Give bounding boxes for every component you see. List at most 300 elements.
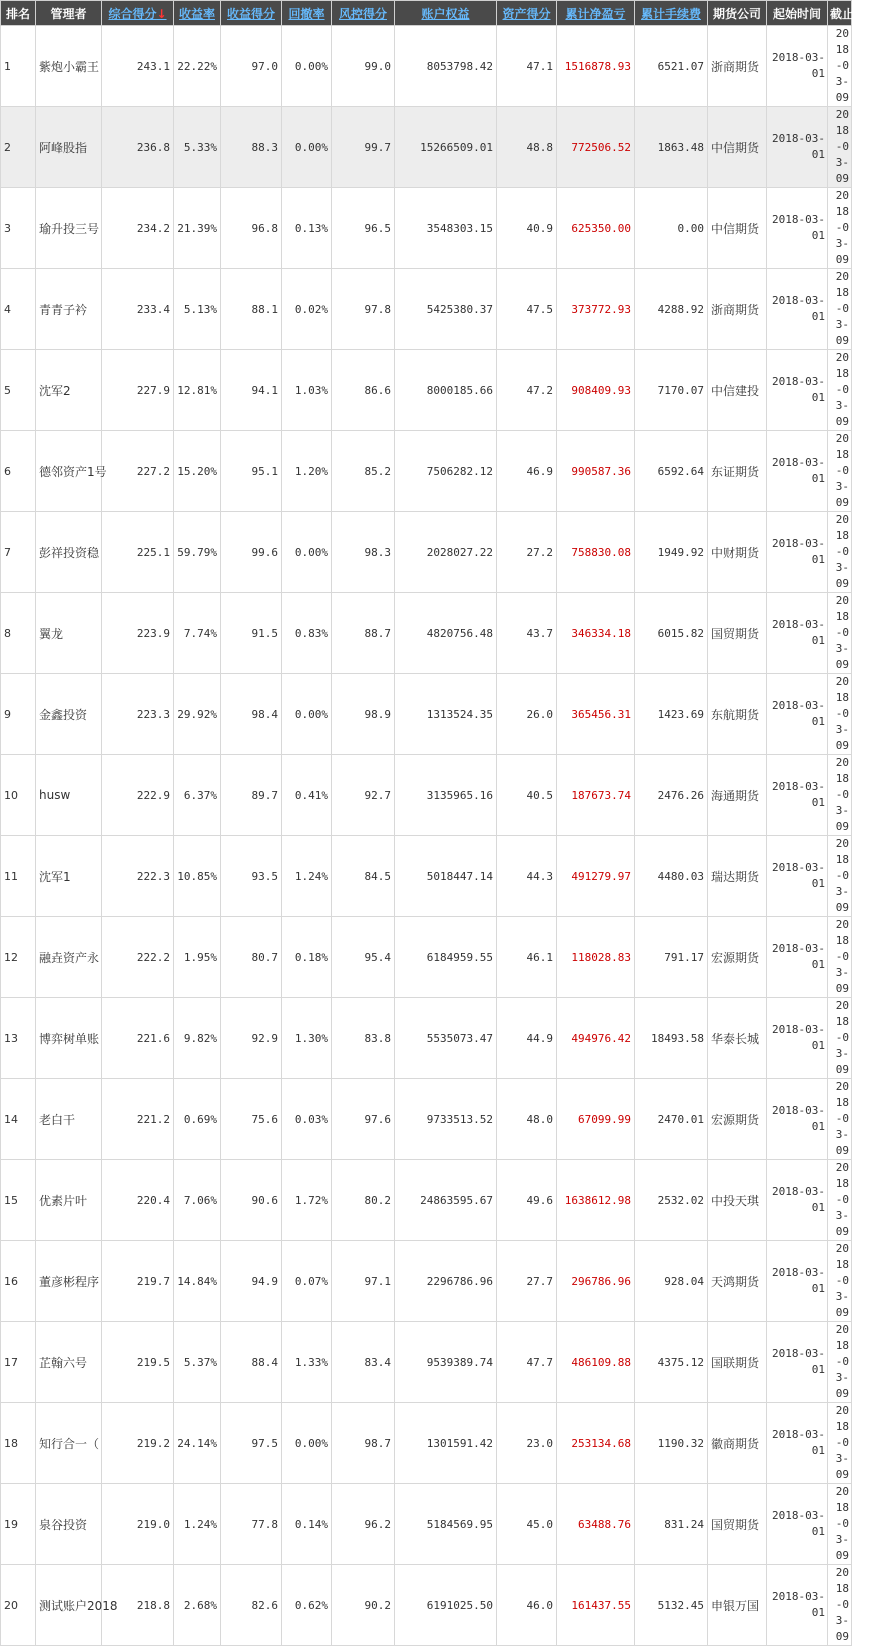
cell-end-time: 2018-03-09 xyxy=(828,188,852,269)
cell-return-score: 77.8 xyxy=(221,1484,282,1565)
manager-link[interactable]: 翼龙 xyxy=(36,593,102,674)
cell-end-time: 2018-03-09 xyxy=(828,1403,852,1484)
cell-fees: 4375.12 xyxy=(635,1322,708,1403)
cell-end-time: 2018-03-09 xyxy=(828,1484,852,1565)
cell-equity: 1301591.42 xyxy=(395,1403,497,1484)
manager-link[interactable]: husw xyxy=(36,755,102,836)
cell-company: 国贸期货 xyxy=(708,593,767,674)
cell-end-time: 2018-03-09 xyxy=(828,836,852,917)
cell-total-score: 219.2 xyxy=(102,1403,174,1484)
cell-return-rate: 22.22% xyxy=(174,26,221,107)
cell-return-rate: 1.24% xyxy=(174,1484,221,1565)
cell-drawdown: 0.00% xyxy=(282,512,332,593)
cell-risk-score: 97.1 xyxy=(332,1241,395,1322)
cell-rank: 15 xyxy=(1,1160,36,1241)
cell-total-score: 225.1 xyxy=(102,512,174,593)
manager-link[interactable]: 金鑫投资 xyxy=(36,674,102,755)
cell-total-score: 221.6 xyxy=(102,998,174,1079)
header-return-score[interactable]: 收益得分 xyxy=(221,1,282,26)
cell-net-profit: 491279.97 xyxy=(557,836,635,917)
cell-start-time: 2018-03-01 xyxy=(767,917,828,998)
cell-equity: 1313524.35 xyxy=(395,674,497,755)
cell-drawdown: 0.03% xyxy=(282,1079,332,1160)
cell-fees: 2532.02 xyxy=(635,1160,708,1241)
table-row[interactable] xyxy=(1,269,852,350)
cell-start-time: 2018-03-01 xyxy=(767,1484,828,1565)
cell-net-profit: 346334.18 xyxy=(557,593,635,674)
cell-risk-score: 92.7 xyxy=(332,755,395,836)
cell-equity: 2028027.22 xyxy=(395,512,497,593)
cell-risk-score: 86.6 xyxy=(332,350,395,431)
cell-risk-score: 96.5 xyxy=(332,188,395,269)
cell-company: 东证期货 xyxy=(708,431,767,512)
cell-start-time: 2018-03-01 xyxy=(767,512,828,593)
table-row[interactable] xyxy=(1,107,852,188)
header-total-score[interactable] xyxy=(102,1,174,26)
cell-return-rate: 5.13% xyxy=(174,269,221,350)
cell-risk-score: 85.2 xyxy=(332,431,395,512)
cell-fees: 1423.69 xyxy=(635,674,708,755)
cell-drawdown: 1.72% xyxy=(282,1160,332,1241)
cell-end-time: 2018-03-09 xyxy=(828,593,852,674)
table-header-row xyxy=(1,1,852,26)
cell-total-score: 223.9 xyxy=(102,593,174,674)
cell-fees: 1949.92 xyxy=(635,512,708,593)
manager-link[interactable]: 知行合一（ xyxy=(36,1403,102,1484)
cell-end-time: 2018-03-09 xyxy=(828,431,852,512)
manager-link[interactable]: 泉谷投资 xyxy=(36,1484,102,1565)
cell-fees: 0.00 xyxy=(635,188,708,269)
cell-return-rate: 59.79% xyxy=(174,512,221,593)
cell-company: 宏源期货 xyxy=(708,1079,767,1160)
cell-company: 浙商期货 xyxy=(708,26,767,107)
cell-rank: 6 xyxy=(1,431,36,512)
cell-return-score: 89.7 xyxy=(221,755,282,836)
cell-return-rate: 24.14% xyxy=(174,1403,221,1484)
cell-total-score: 218.8 xyxy=(102,1565,174,1646)
cell-equity: 2296786.96 xyxy=(395,1241,497,1322)
cell-end-time: 2018-03-09 xyxy=(828,1565,852,1646)
cell-end-time: 2018-03-09 xyxy=(828,1241,852,1322)
cell-equity: 3548303.15 xyxy=(395,188,497,269)
cell-asset-score: 44.3 xyxy=(497,836,557,917)
cell-total-score: 227.2 xyxy=(102,431,174,512)
cell-start-time: 2018-03-01 xyxy=(767,431,828,512)
cell-return-score: 90.6 xyxy=(221,1160,282,1241)
cell-rank: 19 xyxy=(1,1484,36,1565)
cell-end-time: 2018-03-09 xyxy=(828,674,852,755)
cell-net-profit: 625350.00 xyxy=(557,188,635,269)
cell-return-score: 80.7 xyxy=(221,917,282,998)
cell-asset-score: 48.8 xyxy=(497,107,557,188)
cell-end-time: 2018-03-09 xyxy=(828,1160,852,1241)
cell-asset-score: 48.0 xyxy=(497,1079,557,1160)
cell-risk-score: 90.2 xyxy=(332,1565,395,1646)
cell-return-score: 82.6 xyxy=(221,1565,282,1646)
cell-drawdown: 0.00% xyxy=(282,107,332,188)
cell-start-time: 2018-03-01 xyxy=(767,188,828,269)
cell-drawdown: 0.02% xyxy=(282,269,332,350)
cell-drawdown: 1.30% xyxy=(282,998,332,1079)
cell-company: 海通期货 xyxy=(708,755,767,836)
cell-drawdown: 0.00% xyxy=(282,1403,332,1484)
manager-link[interactable]: 阿峰股指 xyxy=(36,107,102,188)
cell-fees: 928.04 xyxy=(635,1241,708,1322)
cell-risk-score: 97.8 xyxy=(332,269,395,350)
cell-start-time: 2018-03-01 xyxy=(767,1565,828,1646)
cell-return-score: 88.1 xyxy=(221,269,282,350)
cell-rank: 10 xyxy=(1,755,36,836)
cell-net-profit: 908409.93 xyxy=(557,350,635,431)
cell-equity: 4820756.48 xyxy=(395,593,497,674)
cell-asset-score: 27.7 xyxy=(497,1241,557,1322)
cell-company: 国贸期货 xyxy=(708,1484,767,1565)
cell-start-time: 2018-03-01 xyxy=(767,1403,828,1484)
cell-start-time: 2018-03-01 xyxy=(767,350,828,431)
cell-return-rate: 14.84% xyxy=(174,1241,221,1322)
cell-risk-score: 98.7 xyxy=(332,1403,395,1484)
cell-rank: 18 xyxy=(1,1403,36,1484)
header-rank: 排名 xyxy=(1,1,36,26)
cell-end-time: 2018-03-09 xyxy=(828,1322,852,1403)
cell-total-score: 222.3 xyxy=(102,836,174,917)
cell-rank: 12 xyxy=(1,917,36,998)
cell-return-score: 95.1 xyxy=(221,431,282,512)
cell-rank: 17 xyxy=(1,1322,36,1403)
cell-net-profit: 758830.08 xyxy=(557,512,635,593)
cell-company: 东航期货 xyxy=(708,674,767,755)
table-row[interactable] xyxy=(1,1160,852,1241)
cell-asset-score: 26.0 xyxy=(497,674,557,755)
cell-drawdown: 0.00% xyxy=(282,26,332,107)
cell-total-score: 236.8 xyxy=(102,107,174,188)
cell-equity: 5018447.14 xyxy=(395,836,497,917)
cell-company: 中信期货 xyxy=(708,107,767,188)
cell-drawdown: 0.83% xyxy=(282,593,332,674)
table-row[interactable] xyxy=(1,188,852,269)
cell-drawdown: 0.14% xyxy=(282,1484,332,1565)
manager-link[interactable]: 博弈树单账 xyxy=(36,998,102,1079)
cell-asset-score: 47.2 xyxy=(497,350,557,431)
cell-asset-score: 43.7 xyxy=(497,593,557,674)
header-asset-score[interactable]: 资产得分 xyxy=(497,1,557,26)
cell-equity: 9733513.52 xyxy=(395,1079,497,1160)
table-row[interactable] xyxy=(1,836,852,917)
cell-rank: 8 xyxy=(1,593,36,674)
header-fees[interactable]: 累计手续费 xyxy=(635,1,708,26)
cell-return-rate: 29.92% xyxy=(174,674,221,755)
cell-risk-score: 95.4 xyxy=(332,917,395,998)
cell-return-rate: 5.37% xyxy=(174,1322,221,1403)
cell-risk-score: 99.0 xyxy=(332,26,395,107)
cell-fees: 1190.32 xyxy=(635,1403,708,1484)
manager-link[interactable]: 测试账户2018 xyxy=(36,1565,102,1646)
cell-total-score: 227.9 xyxy=(102,350,174,431)
cell-rank: 20 xyxy=(1,1565,36,1646)
cell-net-profit: 67099.99 xyxy=(557,1079,635,1160)
cell-company: 天鸿期货 xyxy=(708,1241,767,1322)
cell-risk-score: 98.9 xyxy=(332,674,395,755)
table-row[interactable] xyxy=(1,350,852,431)
cell-net-profit: 486109.88 xyxy=(557,1322,635,1403)
cell-rank: 13 xyxy=(1,998,36,1079)
cell-return-score: 75.6 xyxy=(221,1079,282,1160)
table-row[interactable] xyxy=(1,1322,852,1403)
header-drawdown[interactable]: 回撤率 xyxy=(282,1,332,26)
cell-net-profit: 161437.55 xyxy=(557,1565,635,1646)
cell-fees: 831.24 xyxy=(635,1484,708,1565)
cell-asset-score: 45.0 xyxy=(497,1484,557,1565)
cell-total-score: 219.0 xyxy=(102,1484,174,1565)
cell-rank: 3 xyxy=(1,188,36,269)
manager-link[interactable]: 沈军2 xyxy=(36,350,102,431)
cell-end-time: 2018-03-09 xyxy=(828,755,852,836)
cell-return-score: 99.6 xyxy=(221,512,282,593)
table-row[interactable] xyxy=(1,917,852,998)
cell-equity: 5184569.95 xyxy=(395,1484,497,1565)
cell-equity: 5535073.47 xyxy=(395,998,497,1079)
cell-fees: 5132.45 xyxy=(635,1565,708,1646)
cell-asset-score: 40.9 xyxy=(497,188,557,269)
cell-risk-score: 83.4 xyxy=(332,1322,395,1403)
cell-end-time: 2018-03-09 xyxy=(828,998,852,1079)
cell-company: 浙商期货 xyxy=(708,269,767,350)
cell-asset-score: 46.1 xyxy=(497,917,557,998)
cell-asset-score: 49.6 xyxy=(497,1160,557,1241)
cell-equity: 8000185.66 xyxy=(395,350,497,431)
table-row[interactable] xyxy=(1,26,852,107)
cell-fees: 2476.26 xyxy=(635,755,708,836)
manager-link[interactable]: 沈军1 xyxy=(36,836,102,917)
cell-risk-score: 98.3 xyxy=(332,512,395,593)
header-start-time: 起始时间 xyxy=(767,1,828,26)
cell-net-profit: 253134.68 xyxy=(557,1403,635,1484)
cell-risk-score: 88.7 xyxy=(332,593,395,674)
cell-return-rate: 21.39% xyxy=(174,188,221,269)
cell-asset-score: 23.0 xyxy=(497,1403,557,1484)
cell-return-score: 92.9 xyxy=(221,998,282,1079)
cell-total-score: 243.1 xyxy=(102,26,174,107)
cell-return-score: 97.0 xyxy=(221,26,282,107)
cell-company: 华泰长城 xyxy=(708,998,767,1079)
cell-drawdown: 1.20% xyxy=(282,431,332,512)
cell-rank: 16 xyxy=(1,1241,36,1322)
cell-start-time: 2018-03-01 xyxy=(767,269,828,350)
cell-rank: 11 xyxy=(1,836,36,917)
cell-net-profit: 494976.42 xyxy=(557,998,635,1079)
cell-rank: 5 xyxy=(1,350,36,431)
table-row[interactable] xyxy=(1,512,852,593)
cell-fees: 2470.01 xyxy=(635,1079,708,1160)
cell-return-score: 94.1 xyxy=(221,350,282,431)
table-row[interactable] xyxy=(1,1079,852,1160)
cell-equity: 15266509.01 xyxy=(395,107,497,188)
cell-equity: 24863595.67 xyxy=(395,1160,497,1241)
cell-drawdown: 0.13% xyxy=(282,188,332,269)
manager-link[interactable]: 董彦彬程序 xyxy=(36,1241,102,1322)
cell-total-score: 220.4 xyxy=(102,1160,174,1241)
cell-company: 瑞达期货 xyxy=(708,836,767,917)
cell-return-score: 88.4 xyxy=(221,1322,282,1403)
cell-rank: 2 xyxy=(1,107,36,188)
cell-drawdown: 0.41% xyxy=(282,755,332,836)
cell-return-score: 93.5 xyxy=(221,836,282,917)
cell-equity: 3135965.16 xyxy=(395,755,497,836)
cell-return-rate: 7.74% xyxy=(174,593,221,674)
cell-fees: 4480.03 xyxy=(635,836,708,917)
cell-rank: 9 xyxy=(1,674,36,755)
cell-start-time: 2018-03-01 xyxy=(767,593,828,674)
cell-end-time: 2018-03-09 xyxy=(828,107,852,188)
cell-risk-score: 99.7 xyxy=(332,107,395,188)
cell-drawdown: 0.62% xyxy=(282,1565,332,1646)
cell-start-time: 2018-03-01 xyxy=(767,755,828,836)
cell-end-time: 2018-03-09 xyxy=(828,350,852,431)
cell-drawdown: 1.33% xyxy=(282,1322,332,1403)
cell-start-time: 2018-03-01 xyxy=(767,998,828,1079)
cell-end-time: 2018-03-09 xyxy=(828,269,852,350)
cell-fees: 1863.48 xyxy=(635,107,708,188)
cell-return-rate: 0.69% xyxy=(174,1079,221,1160)
cell-return-rate: 5.33% xyxy=(174,107,221,188)
cell-fees: 6592.64 xyxy=(635,431,708,512)
cell-drawdown: 1.24% xyxy=(282,836,332,917)
cell-asset-score: 47.1 xyxy=(497,26,557,107)
cell-rank: 4 xyxy=(1,269,36,350)
header-net-profit[interactable]: 累计净盈亏 xyxy=(557,1,635,26)
cell-fees: 18493.58 xyxy=(635,998,708,1079)
cell-company: 宏源期货 xyxy=(708,917,767,998)
manager-link[interactable]: 瑜升投三号 xyxy=(36,188,102,269)
cell-asset-score: 47.7 xyxy=(497,1322,557,1403)
cell-return-rate: 7.06% xyxy=(174,1160,221,1241)
cell-asset-score: 46.0 xyxy=(497,1565,557,1646)
cell-equity: 6184959.55 xyxy=(395,917,497,998)
cell-risk-score: 80.2 xyxy=(332,1160,395,1241)
cell-total-score: 223.3 xyxy=(102,674,174,755)
cell-return-score: 98.4 xyxy=(221,674,282,755)
cell-net-profit: 1516878.93 xyxy=(557,26,635,107)
cell-company: 中信期货 xyxy=(708,188,767,269)
cell-drawdown: 0.00% xyxy=(282,674,332,755)
cell-return-score: 94.9 xyxy=(221,1241,282,1322)
cell-risk-score: 97.6 xyxy=(332,1079,395,1160)
cell-net-profit: 365456.31 xyxy=(557,674,635,755)
cell-start-time: 2018-03-01 xyxy=(767,1241,828,1322)
cell-risk-score: 96.2 xyxy=(332,1484,395,1565)
table-row[interactable] xyxy=(1,674,852,755)
table-row[interactable] xyxy=(1,1565,852,1646)
cell-risk-score: 83.8 xyxy=(332,998,395,1079)
manager-link[interactable]: 青青子衿 xyxy=(36,269,102,350)
cell-net-profit: 187673.74 xyxy=(557,755,635,836)
cell-net-profit: 1638612.98 xyxy=(557,1160,635,1241)
cell-start-time: 2018-03-01 xyxy=(767,26,828,107)
cell-total-score: 222.2 xyxy=(102,917,174,998)
cell-rank: 14 xyxy=(1,1079,36,1160)
cell-return-rate: 12.81% xyxy=(174,350,221,431)
header-return-rate[interactable]: 收益率 xyxy=(174,1,221,26)
manager-link[interactable]: 彭祥投资稳 xyxy=(36,512,102,593)
manager-link[interactable]: 芷翰六号 xyxy=(36,1322,102,1403)
cell-return-rate: 10.85% xyxy=(174,836,221,917)
table-row[interactable] xyxy=(1,998,852,1079)
cell-start-time: 2018-03-01 xyxy=(767,107,828,188)
cell-return-rate: 15.20% xyxy=(174,431,221,512)
cell-return-rate: 2.68% xyxy=(174,1565,221,1646)
cell-return-rate: 1.95% xyxy=(174,917,221,998)
cell-return-rate: 6.37% xyxy=(174,755,221,836)
cell-end-time: 2018-03-09 xyxy=(828,917,852,998)
cell-fees: 7170.07 xyxy=(635,350,708,431)
cell-net-profit: 63488.76 xyxy=(557,1484,635,1565)
cell-net-profit: 373772.93 xyxy=(557,269,635,350)
cell-equity: 7506282.12 xyxy=(395,431,497,512)
header-equity[interactable]: 账户权益 xyxy=(395,1,497,26)
cell-company: 国联期货 xyxy=(708,1322,767,1403)
cell-company: 中信建投 xyxy=(708,350,767,431)
cell-end-time: 2018-03-09 xyxy=(828,1079,852,1160)
table-row[interactable] xyxy=(1,431,852,512)
table-row[interactable] xyxy=(1,1403,852,1484)
cell-total-score: 222.9 xyxy=(102,755,174,836)
cell-total-score: 221.2 xyxy=(102,1079,174,1160)
cell-drawdown: 0.07% xyxy=(282,1241,332,1322)
cell-net-profit: 296786.96 xyxy=(557,1241,635,1322)
cell-return-score: 88.3 xyxy=(221,107,282,188)
manager-link[interactable]: 融垚资产永 xyxy=(36,917,102,998)
cell-equity: 5425380.37 xyxy=(395,269,497,350)
manager-link[interactable]: 紫炮小霸王 xyxy=(36,26,102,107)
cell-drawdown: 1.03% xyxy=(282,350,332,431)
cell-start-time: 2018-03-01 xyxy=(767,1079,828,1160)
cell-rank: 7 xyxy=(1,512,36,593)
manager-link[interactable]: 老白干 xyxy=(36,1079,102,1160)
cell-return-rate: 9.82% xyxy=(174,998,221,1079)
cell-asset-score: 44.9 xyxy=(497,998,557,1079)
table-row[interactable] xyxy=(1,1484,852,1565)
cell-company: 申银万国 xyxy=(708,1565,767,1646)
cell-drawdown: 0.18% xyxy=(282,917,332,998)
manager-link[interactable]: 优素片叶 xyxy=(36,1160,102,1241)
cell-asset-score: 46.9 xyxy=(497,431,557,512)
cell-net-profit: 990587.36 xyxy=(557,431,635,512)
table-row[interactable] xyxy=(1,1241,852,1322)
header-risk-score[interactable]: 风控得分 xyxy=(332,1,395,26)
header-manager: 管理者 xyxy=(36,1,102,26)
cell-equity: 6191025.50 xyxy=(395,1565,497,1646)
header-company: 期货公司 xyxy=(708,1,767,26)
cell-company: 中财期货 xyxy=(708,512,767,593)
cell-rank: 1 xyxy=(1,26,36,107)
cell-fees: 6521.07 xyxy=(635,26,708,107)
table-row[interactable] xyxy=(1,593,852,674)
cell-asset-score: 27.2 xyxy=(497,512,557,593)
cell-end-time: 2018-03-09 xyxy=(828,26,852,107)
table-body xyxy=(1,26,852,1646)
manager-link[interactable]: 德邻资产1号 xyxy=(36,431,102,512)
cell-start-time: 2018-03-01 xyxy=(767,1160,828,1241)
cell-return-score: 96.8 xyxy=(221,188,282,269)
cell-end-time: 2018-03-09 xyxy=(828,512,852,593)
cell-company: 徽商期货 xyxy=(708,1403,767,1484)
sort-down-arrow-icon: ↓ xyxy=(156,6,167,21)
cell-equity: 8053798.42 xyxy=(395,26,497,107)
cell-net-profit: 118028.83 xyxy=(557,917,635,998)
table-row[interactable] xyxy=(1,755,852,836)
cell-fees: 791.17 xyxy=(635,917,708,998)
cell-total-score: 219.7 xyxy=(102,1241,174,1322)
